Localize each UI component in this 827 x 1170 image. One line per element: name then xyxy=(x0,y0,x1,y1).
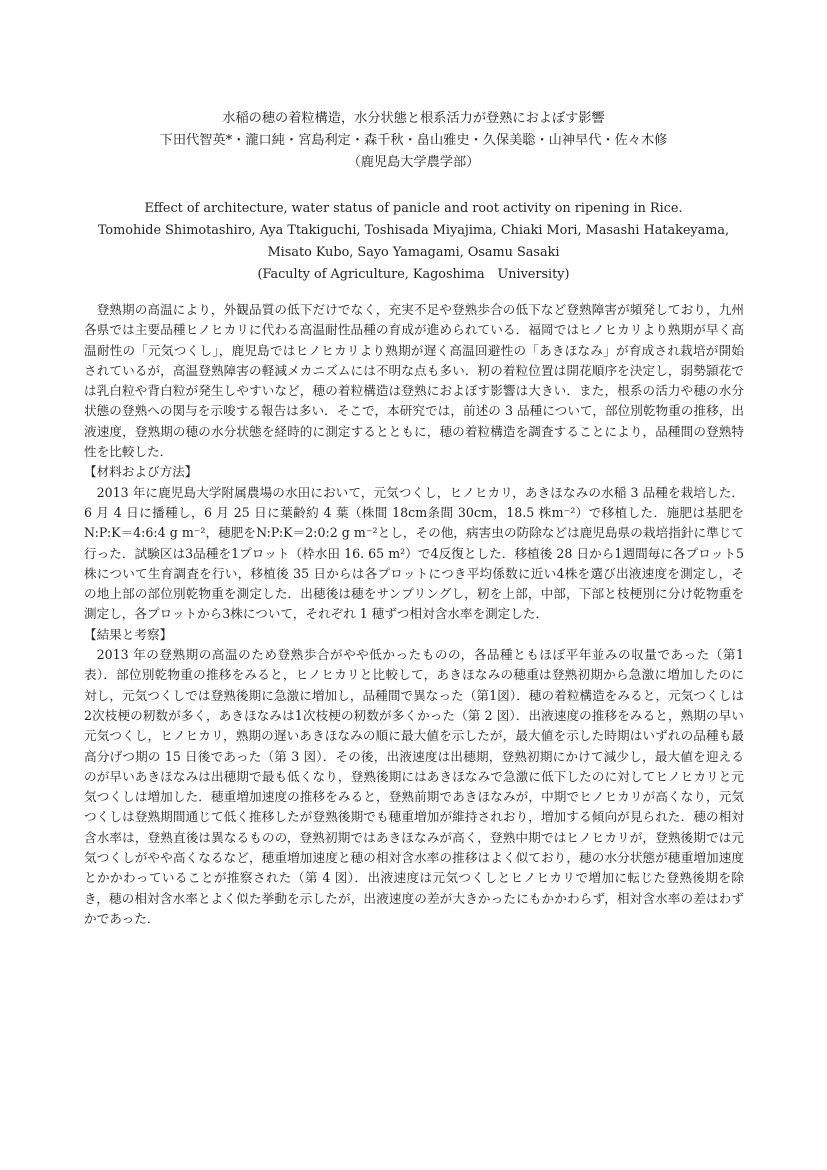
paper-title-en: Effect of architecture, water status of panicle and root activity on ripening in Rice. xyxy=(144,201,683,216)
intro-paragraph: 登熟期の高温により，外観品質の低下だけでなく，充実不足や登熟歩合の低下など登熟障害が頻発しており，九州各県では主要品種ヒノヒカリに代わる高温耐性品種の育成が進められている．福岡ではヒノヒカリより熟期が早く高温耐性の「元気つくし」，鹿児島ではヒノヒカリより熟期が遅く高温回避性の「あきほなみ」が育成され栽培が開始されているが，高温登熟障害の軽減メカニズムには不明な点も多い．籾の着粒位置は開花順序を決定し，弱勢頴花では乳白粒や背白粒が発生しやすいなど，穂の着粒構造は登熟におよぼす影響は大きい．また，根系の活力や穂の水分状態の登熟への関与を示唆する報告は多い．そこで，本研究では，前述の 3 品種について，部位別乾物重の推移，出液速度，登熟期の穂の水分状態を経時的に測定するとともに，穂の着粒構造を調査することにより，品種間の登熟特性を比較した． xyxy=(84,302,744,460)
abstract-body xyxy=(84,300,744,929)
results-paragraph: 2013 年の登熟期の高温のため登熟歩合がやや低かったものの，各品種ともほぼ平年並みの収量であった（第1表）．部位別乾物重の推移をみると，ヒノヒカリと比較して，あきほなみの穂重は登熟初期から急激に増加したのに対し，元気つくしでは登熟後期に急激に増加し，品種間で異なった（第1図）．穂の着粒構造をみると，元気つくしは2次枝梗の籾数が多く，あきほなみは1次枝梗の籾数が多くかった（第 2 図）．出液速度の推移をみると，熟期の早い元気つくし，ヒノヒカリ，熟期の遅いあきほなみの順に最大値を示したが，最大値を示した時期はいずれの品種も最高分げつ期の 15 日後であった（第 3 図）．その後，出液速度は出穂期，登熟初期にかけて減少し，最大値を迎えるのが早いあきほなみは出穂期で最も低くなり，登熟後期にはあきほなみで急激に低下したのに対してヒノヒカリと元気つくしは増加した．穂重増加速度の推移をみると，登熟前期であきほなみが，中期でヒノヒカリが高くなり，元気つくしは登熟期間通じて低く推移したが登熟後期でも穂重増加が維持されおり，増加する傾向が見られた．穂の相対含水率は，登熟直後は異なるものの，登熟初期ではあきほなみが高く，登熟中期ではヒノヒカリが，登熟後期では元気つくしがやや高くなるなど，穂重増加速度と穂の相対含水率の推移はよく似ており，穂の水分状態が穂重増加速度とかかわっていることが推察された（第 4 図）．出液速度は元気つくしとヒノヒカリで増加に転じた登熟後期を除き，穂の相対含水率とよく似た挙動を示したが，出液速度の差が大きかったにもかかわらず，相対含水率の差はわずかであった． xyxy=(84,647,744,926)
author-list-en-line1: Tomohide Shimotashiro, Aya Ttakiguchi, Toshisada Miyajima, Chiaki Mori, Masashi Hatakeyama, xyxy=(97,223,730,238)
english-header xyxy=(90,198,737,286)
affiliation-ja: （鹿児島大学農学部） xyxy=(347,155,480,170)
methods-heading: 【材料および方法】 xyxy=(84,464,198,480)
paper-title-ja: 水稲の穂の着粒構造，水分状態と根系活力が登熟におよぼす影響 xyxy=(222,111,605,126)
japanese-header xyxy=(90,108,737,174)
methods-paragraph: 2013 年に鹿児島大学附属農場の水田において，元気つくし，ヒノヒカリ，あきほなみの水稲 3 品種を栽培した．6 月 4 日に播種し，6 月 25 日に葉齢約 4 葉（株間 18cm条間 30cm，18.5 株m⁻²）で移植した．施肥は基肥をN:P:K＝4:6:4 g m⁻²，穂肥をN:P:K＝2:0:2 g m⁻²とし，その他，病害虫の防除などは鹿児島県の栽培指針に準じて行った．試験区は3品種を1プロット（枠水田 16. 65 m²）で4反復とした．移植後 28 日から1週間毎に各プロット5株について生育調査を行い，移植後 35 日からは各プロットにつき平均係数に近い4株を選び出液速度を測定し，その地上部の部位別乾物重を測定した．出穂後は穂をサンプリングし，籾を上部，中部，下部と枝梗別に分け乾物重を測定し，各プロットから3株について，それぞれ 1 穂ずつ相対含水率を測定した． xyxy=(84,484,744,622)
affiliation-en: (Faculty of Agriculture, Kagoshima University) xyxy=(257,267,570,282)
author-list-en-line2: Misato Kubo, Sayo Yamagami, Osamu Sasaki xyxy=(267,245,560,260)
author-list-ja: 下田代智英*・瀧口純・宮島利定・森千秋・畠山雅史・久保美聡・山神早代・佐々木修 xyxy=(159,133,668,148)
results-heading: 【結果と考察】 xyxy=(84,626,173,642)
